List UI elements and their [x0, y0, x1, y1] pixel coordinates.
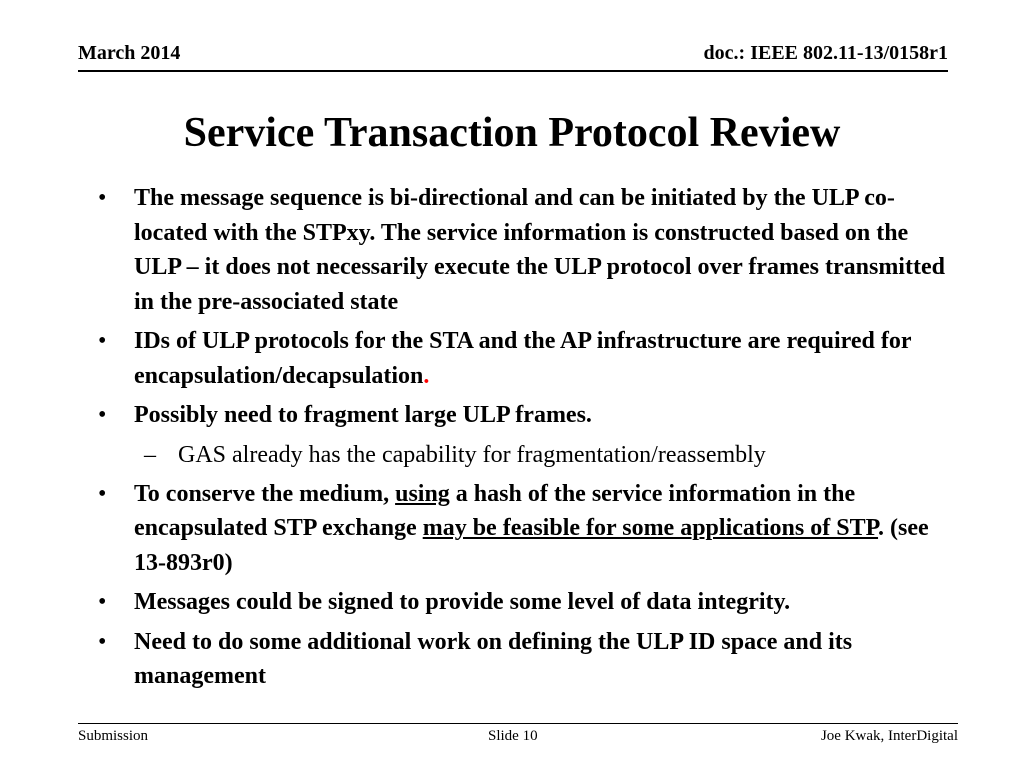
- slide-title: Service Transaction Protocol Review: [183, 110, 841, 156]
- bullet-item: [96, 585, 956, 620]
- bullet-text: The message sequence is bi-directional and can be initiated by the ULP co-located with the STPxy. The service information is constructed based on the ULP – it does not necessarily execute the ULP protocol over frames transmitted in the pre-associated state: [134, 185, 945, 315]
- header-doc-id: doc.: IEEE 802.11-13/0158r1: [703, 42, 948, 64]
- underlined-text: may be feasible for some applications of STP: [422, 515, 879, 541]
- slide-header: [78, 40, 948, 72]
- bullet-dot-icon: •: [98, 628, 107, 655]
- dash-icon: –: [144, 441, 156, 468]
- underlined-text: using: [395, 480, 450, 507]
- slide-number: Slide 10: [488, 728, 538, 744]
- bullet-dot-icon: •: [98, 402, 107, 428]
- sub-bullet-text: GAS already has the capability for fragmentation/reassembly: [178, 441, 766, 468]
- slide-body: [96, 181, 956, 699]
- bullet-item: [96, 477, 956, 581]
- bullet-text: IDs of ULP protocols for the STA and the AP infrastructure are required for encapsulation/decapsulation: [134, 328, 912, 389]
- bullet-item: [96, 324, 956, 393]
- header-date: March 2014: [78, 42, 181, 64]
- bullet-text-part: . (see 13-893r0): [134, 515, 929, 576]
- bullet-dot-icon: •: [98, 480, 107, 507]
- slide-footer: [78, 723, 958, 754]
- bullet-item: [96, 398, 956, 433]
- bullet-item: [96, 181, 956, 319]
- footer-submission: Submission: [78, 728, 149, 744]
- bullet-text: Messages could be signed to provide some level of data integrity.: [134, 589, 791, 615]
- footer-author: Joe Kwak, InterDigital: [820, 728, 958, 744]
- bullet-dot-icon: •: [98, 328, 107, 354]
- bullet-item: [96, 625, 956, 694]
- bullet-text: Need to do some additional work on defining the ULP ID space and its management: [134, 628, 853, 689]
- sub-bullet-item: [96, 438, 956, 472]
- bullet-text-part: a hash of the service information in the encapsulated STP exchange: [134, 480, 856, 541]
- bullet-text-part: To conserve the medium,: [134, 480, 396, 507]
- bullet-trailing-period: .: [423, 362, 430, 389]
- bullet-dot-icon: •: [98, 589, 107, 615]
- bullet-text: Possibly need to fragment large ULP frames.: [134, 402, 592, 428]
- bullet-dot-icon: •: [98, 185, 107, 211]
